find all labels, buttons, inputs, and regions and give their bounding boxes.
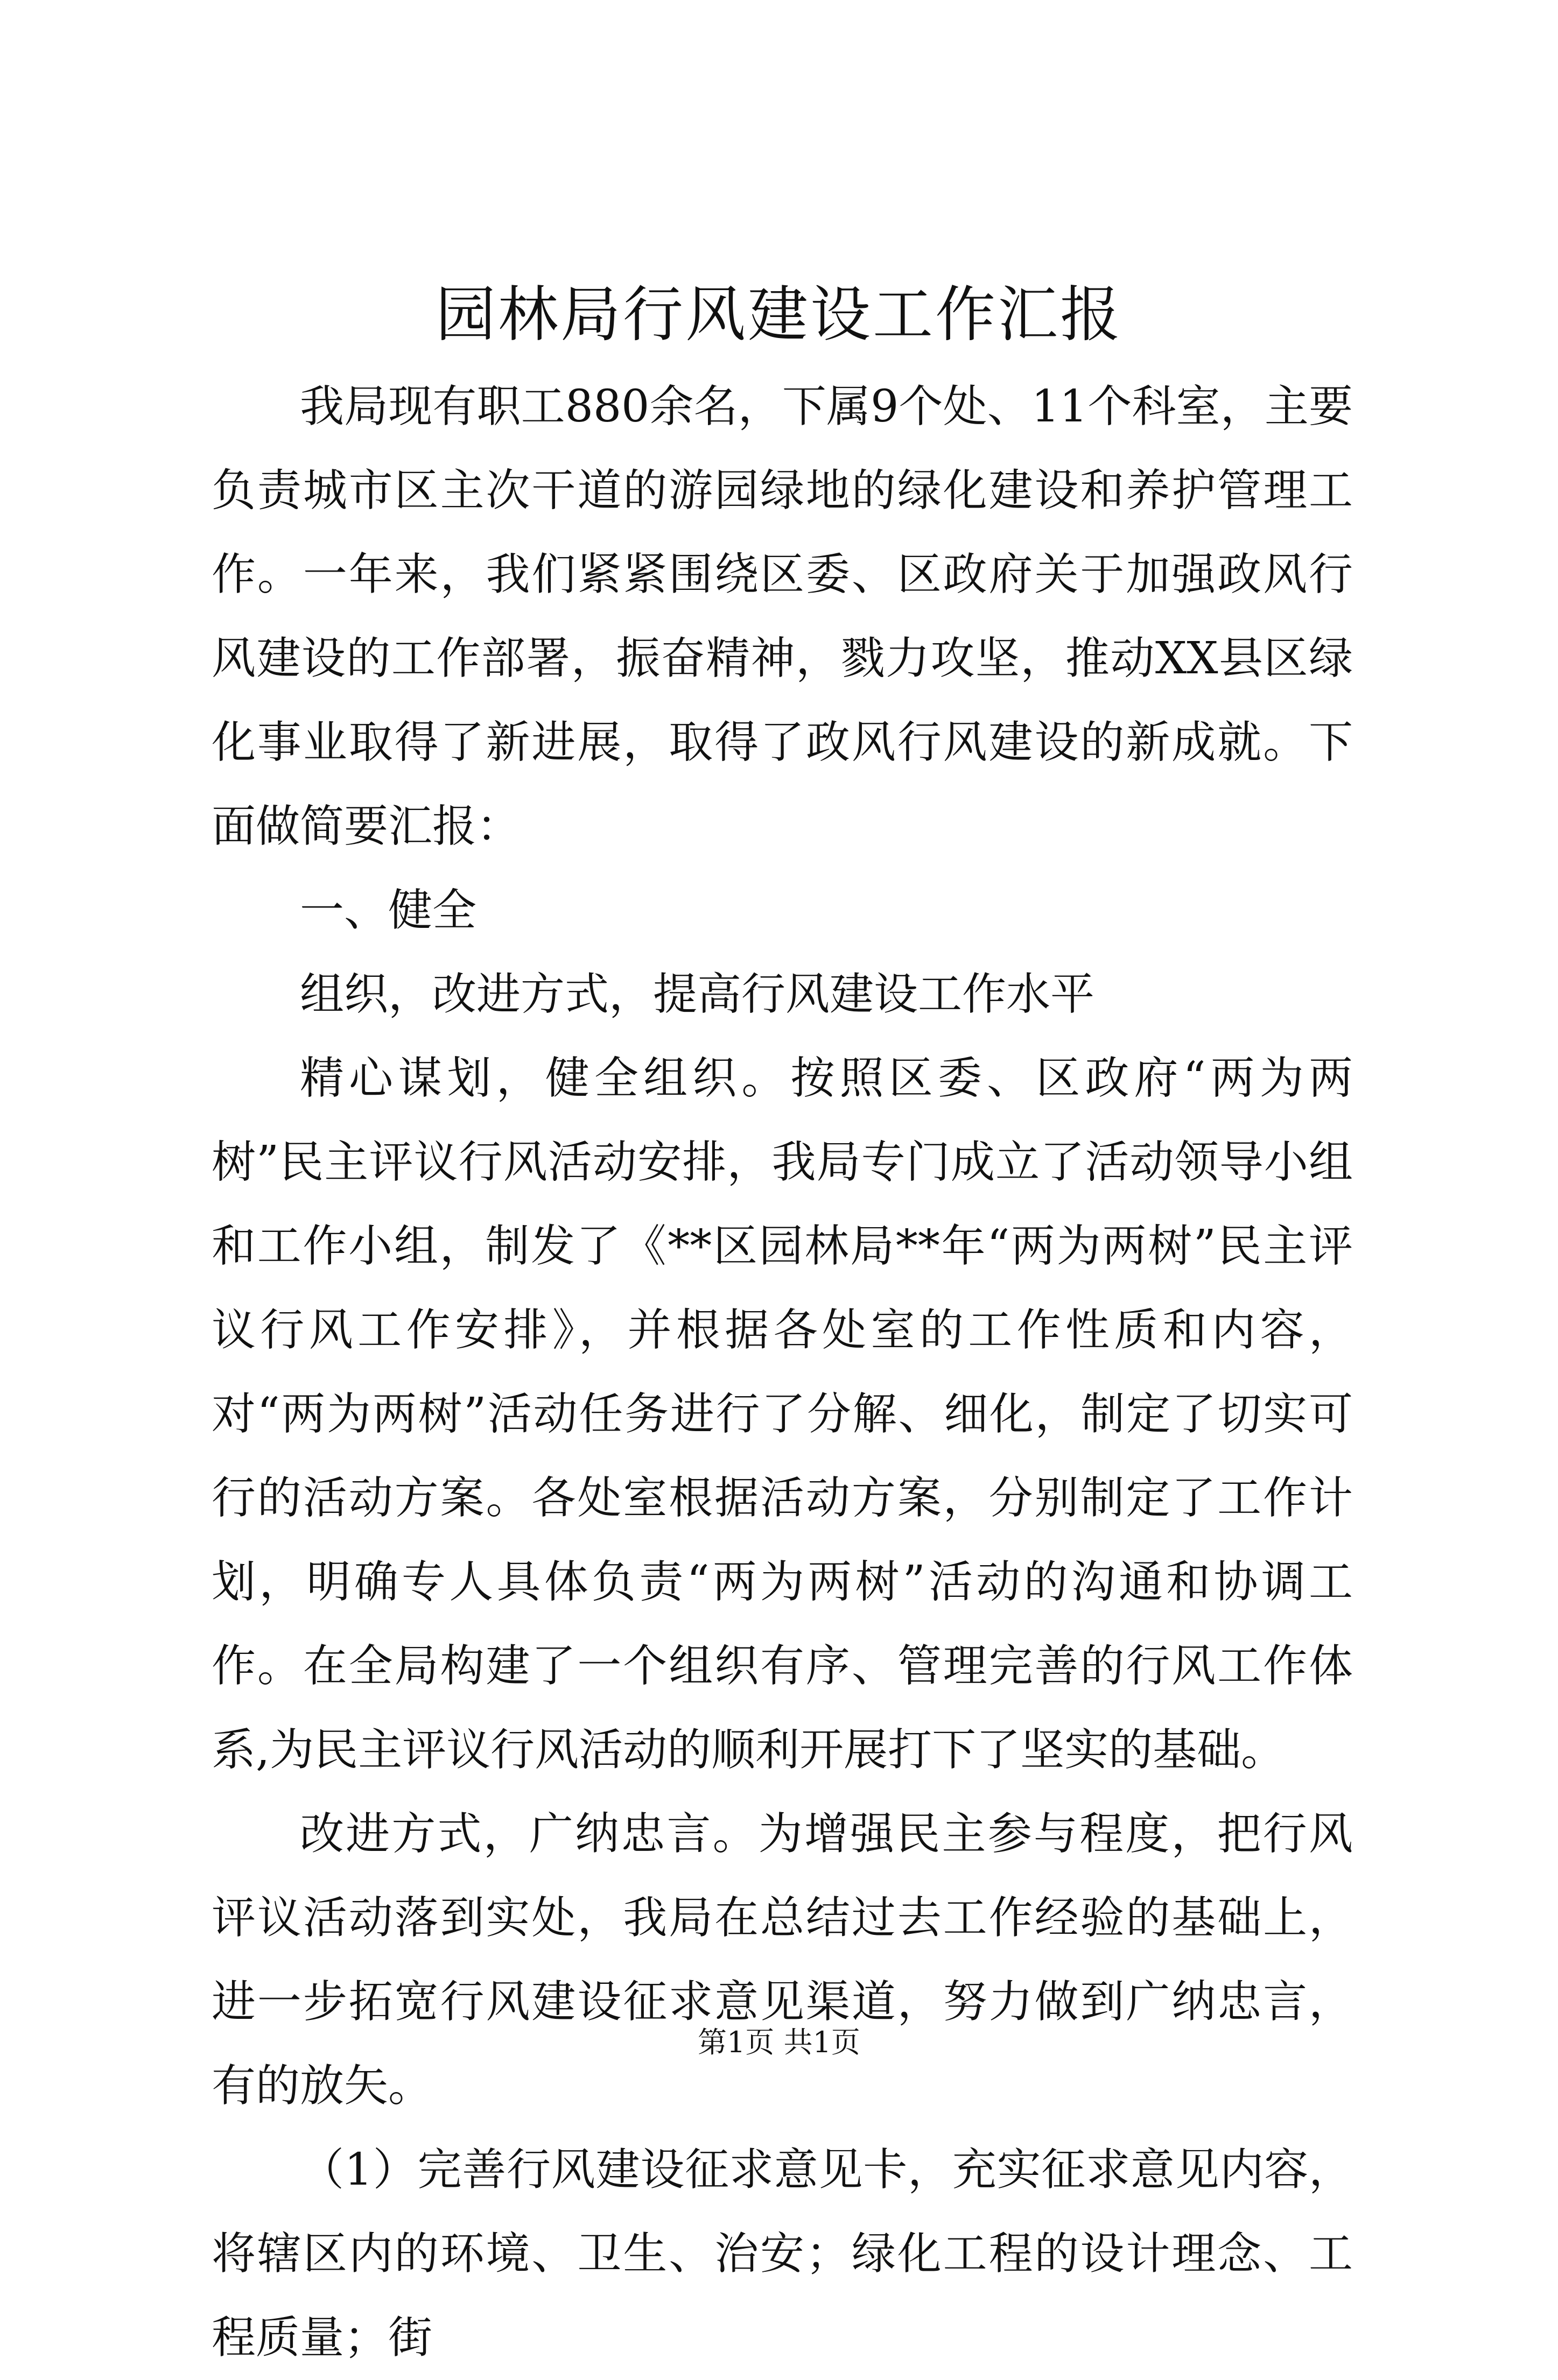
document-body	[212, 365, 1353, 2380]
document-title: 园林局行风建设工作汇报	[436, 280, 1122, 350]
paragraph-item-one: （1）完善行风建设征求意见卡，充实征求意见内容，将辖区内的环境、卫生、治安；绿化工程的设计理念、工程质量；街	[212, 2144, 1353, 2363]
paragraph-intro: 我局现有职工880余名，下属9个处、11个科室，主要负责城市区主次干道的游园绿地的绿化建设和养护管理工作。一年来，我们紧紧围绕区委、区政府关于加强政风行风建设的工作部署，振奋精神，戮力攻坚，推动XX县区绿化事业取得了新进展，取得了政风行风建设的新成就。下面做简要汇报：	[212, 381, 1353, 852]
paragraph-improve-methods: 改进方式，广纳忠言。为增强民主参与程度，把行风评议活动落到实处，我局在总结过去工作经验的基础上，进一步拓宽行风建设征求意见渠道，努力做到广纳忠言，有的放矢。	[212, 1808, 1353, 2111]
section-heading-one-continued: 组织，改进方式，提高行风建设工作水平	[300, 969, 1095, 1020]
paragraph-organization: 精心谋划，健全组织。按照区委、区政府“两为两树”民主评议行风活动安排，我局专门成立了活动领导小组和工作小组，制发了《**区园林局**年“两为两树”民主评议行风工作安排》，并根据各处室的工作性质和内容，对“两为两树”活动任务进行了分解、细化，制定了切实可行的活动方案。各处室根据活动方案，分别制定了工作计划，明确专人具体负责“两为两树”活动的沟通和协调工作。在全局构建了一个组织有序、管理完善的行风工作体系,为民主评议行风活动的顺利开展打下了坚实的基础。	[212, 1053, 1353, 1776]
page-footer: 第1页 共1页	[698, 2025, 860, 2059]
section-heading-one: 一、健全	[300, 885, 477, 936]
